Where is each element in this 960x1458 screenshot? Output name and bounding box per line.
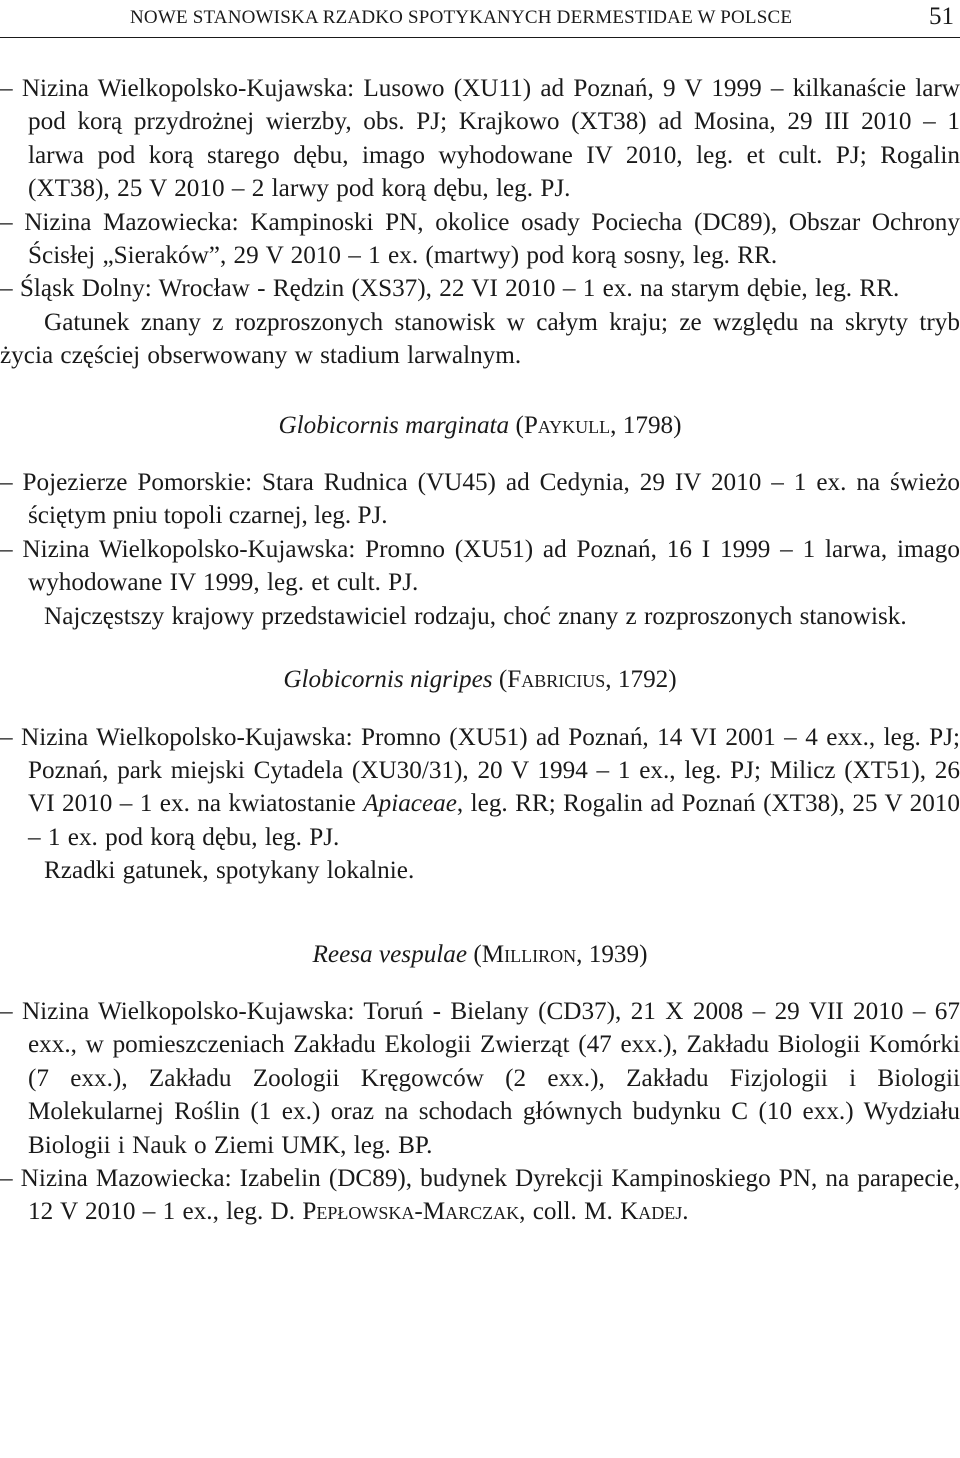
- record-text: , coll. M.: [519, 1198, 621, 1226]
- record-pomorskie-stara-rudnica: – Pojezierze Pomorskie: Stara Rudnica (VU45) ad Cedynia, 29 IV 2010 – 1 ex. na świeżo ściętym pniu topoli czarnej, leg. PJ.: [0, 469, 960, 530]
- species-year: , 1792): [605, 666, 677, 694]
- species-section-globicornis-nigripes: [0, 663, 960, 887]
- record-text: – Nizina Mazowiecka: Izabelin (DC89), budynek Dyrekcji Kampinoskiego PN, na parapecie, 12 V 2010 – 1 ex., leg. D.: [0, 1164, 960, 1226]
- taxon-name: Apiaceae: [363, 790, 457, 818]
- species-author: Paykull: [523, 411, 611, 439]
- species-year: , 1939): [576, 940, 648, 968]
- header-divider: [0, 37, 960, 38]
- species-author: Fabricius: [507, 666, 606, 694]
- record-mazowiecka-kampinoski: – Nizina Mazowiecka: Kampinoski PN, okolice osady Pociecha (DC89), Obszar Ochrony Ścisłej „Sieraków”, 29 V 2010 – 1 ex. (martwy) pod korą sosny, leg. RR.: [0, 208, 960, 270]
- species-name: Globicornis nigripes: [283, 666, 493, 694]
- record-text: – Nizina Wielkopolsko-Kujawska: Promno (XU51) ad Poznań, 14 VI 2001 – 4 exx., leg. PJ; Poznań, park miejski Cytadela (XU30/31), 20 V 1994 – 1 ex., leg. PJ; Milicz (XT51), 26 VI 2010 – 1 ex. na kwiatostanie: [0, 723, 960, 818]
- author-open-paren: (: [498, 666, 508, 694]
- record-mazowiecka-izabelin: [0, 1162, 960, 1229]
- species-note: Rzadki gatunek, spotykany lokalnie.: [44, 857, 415, 885]
- record-wielkopolsko-promno: – Nizina Wielkopolsko-Kujawska: Promno (XU51) ad Poznań, 16 I 1999 – 1 larwa, imago wyhodowane IV 1999, leg. et cult. PJ.: [0, 535, 960, 597]
- record-wielkopolsko-lusowo: – Nizina Wielkopolsko-Kujawska: Lusowo (XU11) ad Poznań, 9 V 1999 – kilkanaście larw pod korą przydrożnej wierzby, obs. PJ; Krajkowo (XT38) ad Mosina, 29 III 2010 – 1 larwa pod korą starego dębu, imago wyhodowane IV 2010, leg. et cult. PJ; Rogalin (XT38), 25 V 2010 – 2 larwy pod korą dębu, leg. PJ.: [0, 75, 960, 203]
- article-body: [0, 72, 960, 1229]
- collection-owner-name: Kadej: [620, 1198, 683, 1226]
- record-wielkopolsko-torun: – Nizina Wielkopolsko-Kujawska: Toruń - Bielany (CD37), 21 X 2008 – 29 VII 2010 – 67 exx., w pomieszczeniach Zakładu Ekologii Zwierząt (47 exx.), Zakładu Biologii Komórki (7 exx.), Zakładu Zoologii Kręgowców (2 exx.), Zakładu Fizjologii i Biologii Molekularnej Roślin (1 ex.) oraz na schodach głównych budynku C (10 exx.) Wydziału Biologii i Nauk o Ziemi UMK, leg. BP.: [0, 997, 960, 1159]
- species-heading: [0, 938, 960, 971]
- species-section-globicornis-marginata: [0, 409, 960, 633]
- record-slask-wroclaw: – Śląsk Dolny: Wrocław - Rędzin (XS37), 22 VI 2010 – 1 ex. na starym dębie, leg. RR.: [0, 275, 900, 303]
- species-heading: [0, 409, 960, 442]
- collector-name: Pepłowska-Marczak: [302, 1198, 520, 1226]
- species-name: Globicornis marginata: [278, 411, 510, 439]
- author-open-paren: (: [473, 940, 482, 968]
- record-text: .: [682, 1198, 689, 1226]
- intro-note: Gatunek znany z rozproszonych stanowisk w całym kraju; ze względu na skryty tryb życia częściej obserwowany w stadium larwalnym.: [0, 308, 960, 370]
- species-note: Najczęstszy krajowy przedstawiciel rodzaju, choć znany z rozproszonych stanowisk.: [44, 602, 907, 630]
- running-title: NOWE STANOWISKA RZADKO SPOTYKANYCH DERMESTIDAE W POLSCE: [130, 7, 793, 28]
- record-text: , leg. RR; Rogalin ad Poznań (XT38), 25 V 2010 – 1 ex. pod korą dębu, leg. PJ.: [28, 790, 960, 851]
- species-author: Milliron: [481, 940, 577, 968]
- author-open-paren: (: [515, 411, 524, 439]
- species-section-reesa-vespulae: [0, 938, 960, 1229]
- record-wielkopolsko-promno-poznan-milicz: [0, 721, 960, 855]
- species-heading: [0, 663, 960, 696]
- page-number: 51: [929, 3, 954, 30]
- species-name: Reesa vespulae: [312, 940, 468, 968]
- running-header: [0, 0, 960, 40]
- intro-section: [0, 72, 960, 373]
- species-year: , 1798): [610, 411, 682, 439]
